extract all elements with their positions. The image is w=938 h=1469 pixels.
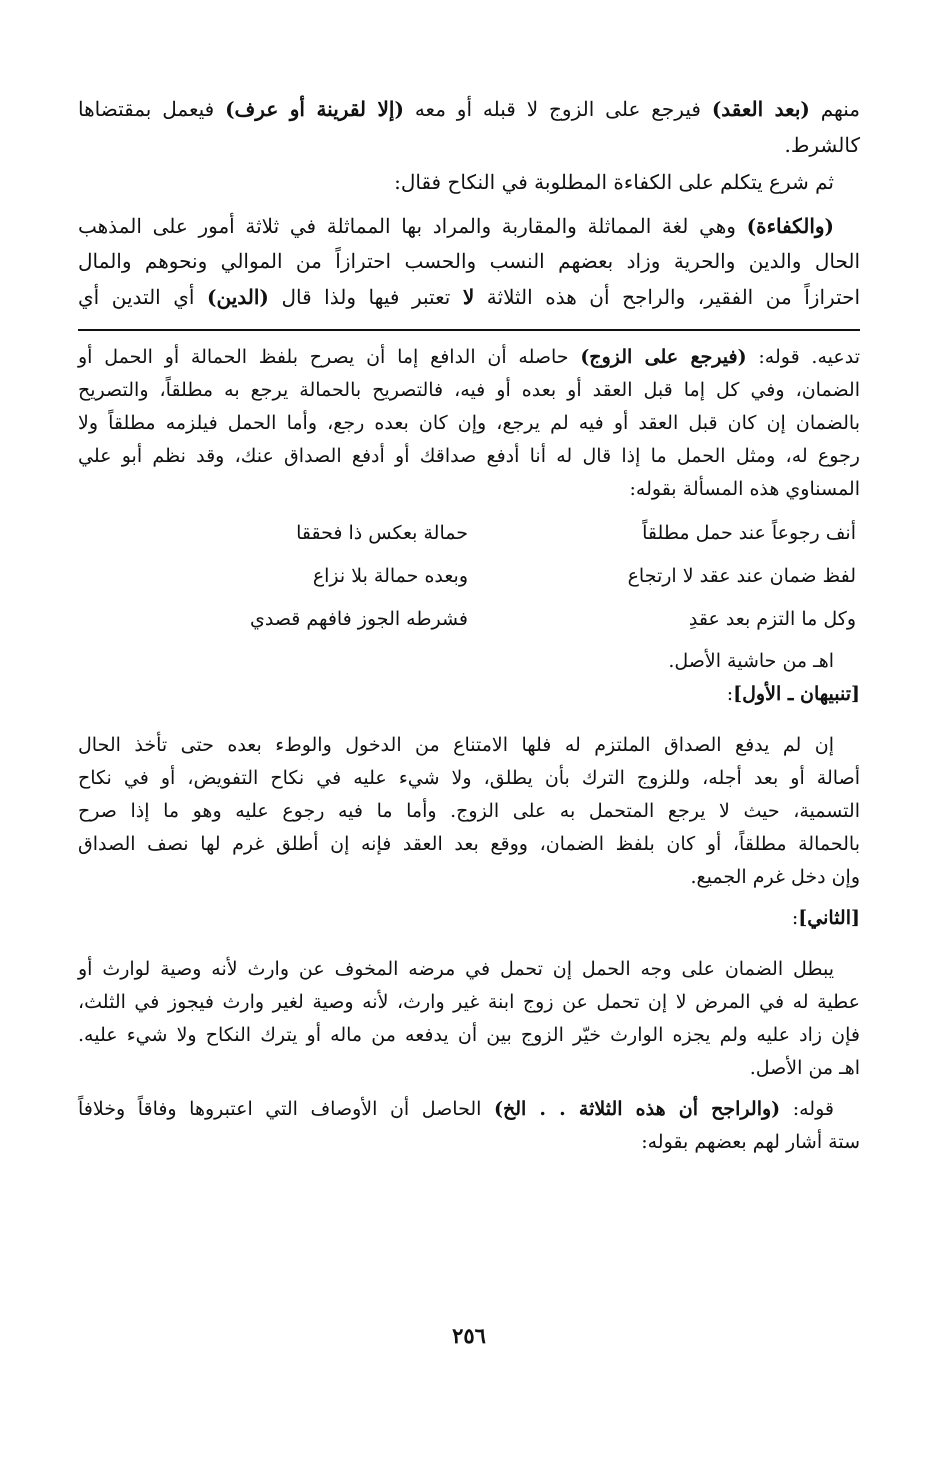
verse-first-hemistich: وكل ما التزم بعد عقدِ: [688, 608, 856, 630]
text-line: كالشرط.: [784, 132, 860, 157]
text-line: إن لم يدفع الصداق الملتزم له فلها الامتناع من الدخول والوطء بعده حتى تأخذ الحال: [78, 734, 834, 756]
main-text: [78, 92, 860, 315]
text-line: ثم شرع يتكلم على الكفاءة المطلوبة في النكاح فقال:: [394, 170, 834, 194]
text-line: رجوع له، ومثل الحمل ما إذا قال له أنا أدفع صداقك أو أدفع الصداق عنك، وقد نظم أبو علي: [78, 445, 860, 467]
text-line: وإن دخل غرم الجميع.: [690, 866, 860, 888]
text-line: ستة أشار لهم بعضهم بقوله:: [641, 1131, 860, 1153]
poem-verse: [78, 598, 860, 641]
text-line: احترازاً من الفقير، والراجح أن هذه الثلاثة لا تعتبر فيها ولذا قال (الدين) أي التدين أي: [78, 284, 861, 309]
verse-second-hemistich: فشرطه الجوز فافهم قصدي: [249, 608, 468, 630]
source-note: اهـ من حاشية الأصل.: [668, 650, 834, 672]
text-line: تدعيه. قوله: (فيرجع على الزوج) حاصله أن الدافع إما أن يصرح بلفظ الحمالة أو الحمل أو: [78, 346, 860, 368]
text-line: التسمية، حيث لا يرجع المتحمل به على الزوج. وأما ما فيه رجوع عليه وهو ما إذا صرح: [78, 800, 860, 822]
book-page: [78, 92, 860, 1159]
text-line: أصالة أو بعد أجله، وللزوج الترك بأن يطلق، ولا شيء عليه في نكاح التفويض، أو في نكاح: [78, 767, 860, 789]
text-line: (والكفاءة) وهي لغة المماثلة والمقاربة والمراد بها المماثلة في ثلاثة أمور على المذهب: [78, 213, 834, 238]
poem-verse: [78, 512, 860, 555]
text-line: اهـ من الأصل.: [749, 1057, 860, 1079]
footnote-separator: [78, 329, 860, 331]
verse-first-hemistich: أنف رجوعاً عند حمل مطلقاً: [642, 522, 856, 544]
poem-verse: [78, 555, 860, 598]
section-heading: [الثاني]:: [791, 907, 860, 929]
verse-second-hemistich: حمالة بعكس ذا فحققا: [296, 522, 468, 544]
page-number: ٢٥٦: [452, 1323, 486, 1348]
verse-second-hemistich: وبعده حمالة بلا نزاع: [312, 565, 468, 587]
text-line: قوله: (والراجح أن هذه الثلاثة . . الخ) الحاصل أن الأوصاف التي اعتبروها وفاقاً وخلافاً: [78, 1098, 834, 1120]
poem: [78, 512, 860, 641]
text-line: يبطل الضمان على وجه الحمل إن تحمل في مرضه المخوف عن وارث لأنه وصية لوارث أو: [78, 958, 834, 980]
text-line: الضمان، وفي كل إما قبل العقد أو بعده أو فيه، فالتصريح بالحمالة يرجع به مطلقاً، والتصريح: [78, 379, 860, 401]
text-line: بالضمان إن كان قبل العقد أو فيه لم يرجع، وإن كان بعده رجع، وأما الحمل فيلزمه مطلقاً ولا: [78, 412, 860, 434]
text-line: الحال والدين والحرية وزاد بعضهم النسب والحسب احترازاً من الموالي ونحوهم والمال: [78, 249, 861, 273]
text-line: بالحمالة مطلقاً، أو كان بلفظ الضمان، ووقع بعد العقد فإنه إن أطلق غرم لها نصف الصداق: [78, 833, 860, 855]
section-heading: [تنبيهان ـ الأول]:: [726, 683, 860, 705]
verse-first-hemistich: لفظ ضمان عند عقد لا ارتجاع: [627, 565, 856, 587]
text-line: عطية له في المرض لا إن تحمل عن زوج ابنة غير وارث، لأنه وصية لغير وارث فيجوز في الثلث،: [78, 991, 860, 1013]
text-line: منهم (بعد العقد) فيرجع على الزوج لا قبله أو معه (إلا لقرينة أو عرف) فيعمل بمقتضاها: [78, 97, 861, 121]
text-line: المسناوي هذه المسألة بقوله:: [629, 478, 860, 500]
text-line: فإن زاد عليه ولم يجزه الوارث خيّر الزوج بين أن يدفعه من ماله أو يترك النكاح ولا شيء عليه.: [78, 1024, 860, 1046]
commentary: [78, 341, 860, 1159]
